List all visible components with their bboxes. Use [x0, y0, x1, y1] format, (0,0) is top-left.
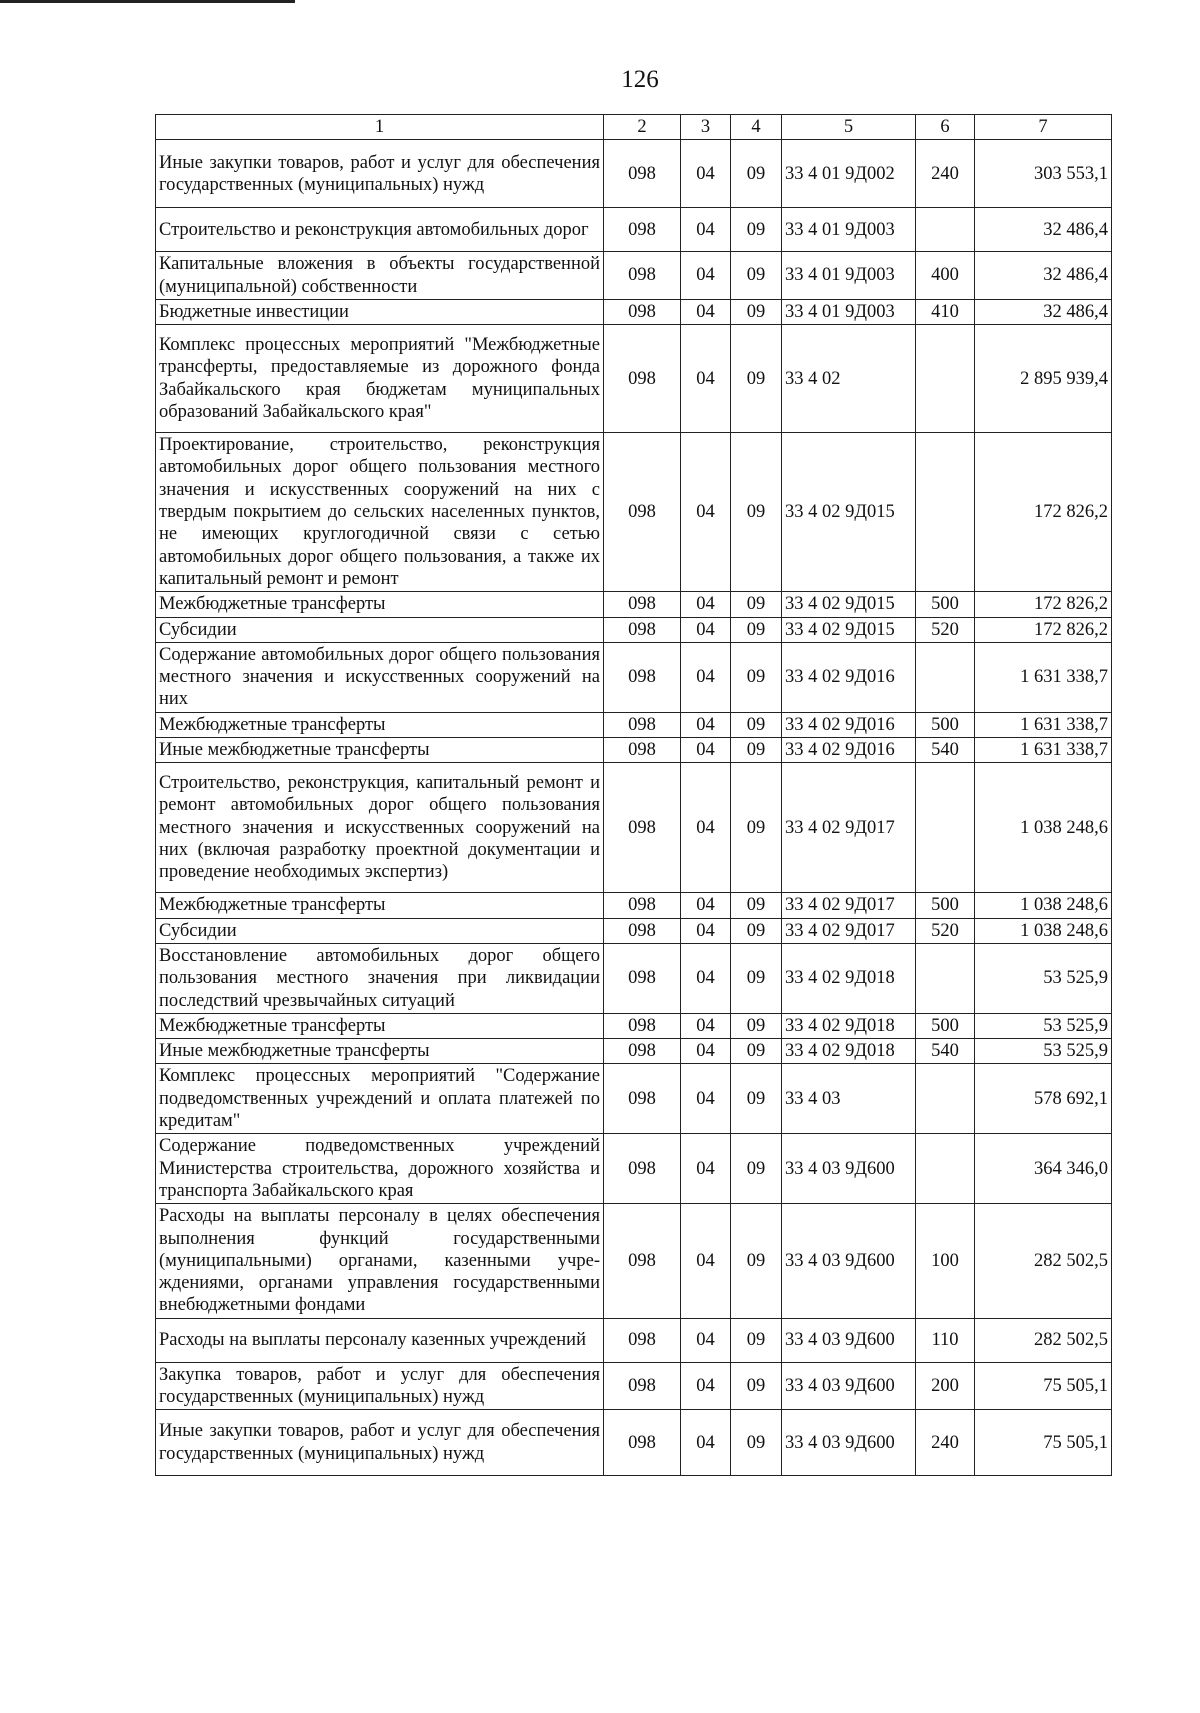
table-row — [156, 208, 1112, 252]
row-code-2-cell: 098 — [604, 140, 681, 208]
table-row — [156, 617, 1112, 642]
budget-table — [155, 114, 1112, 1476]
row-name-cell: Расходы на выплаты персоналу в целях обеспечения выполнения функций государственными (муниципальными) органами, казенными учреждениями, органами управления государственными внебюджетными фондами — [156, 1204, 604, 1318]
row-code-2-cell: 098 — [604, 1410, 681, 1476]
table-row — [156, 1039, 1112, 1064]
row-amount-cell: 1 631 338,7 — [975, 712, 1112, 737]
row-code-3-cell: 04 — [681, 1204, 731, 1318]
row-code-3-cell: 04 — [681, 252, 731, 300]
row-code-3-cell: 04 — [681, 943, 731, 1013]
row-code-4-cell: 09 — [731, 1318, 782, 1362]
row-code-5-cell: 33 4 03 9Д600 — [782, 1318, 916, 1362]
row-amount-cell: 1 631 338,7 — [975, 642, 1112, 712]
row-code-5-cell: 33 4 02 9Д016 — [782, 642, 916, 712]
row-amount-cell: 75 505,1 — [975, 1410, 1112, 1476]
row-code-2-cell: 098 — [604, 712, 681, 737]
row-code-5-cell: 33 4 02 — [782, 325, 916, 433]
row-name-cell: Восстановление автомобильных дорог общего пользования местного значения при ликвидации последствий чрезвычайных ситуаций — [156, 943, 604, 1013]
row-code-5-cell: 33 4 03 — [782, 1064, 916, 1134]
row-code-6-cell: 200 — [916, 1362, 975, 1410]
row-code-5-cell: 33 4 02 9Д015 — [782, 617, 916, 642]
row-name-cell: Капитальные вложения в объекты государственной (муниципальной) собственности — [156, 252, 604, 300]
table-row — [156, 325, 1112, 433]
table-row — [156, 1064, 1112, 1134]
row-code-3-cell: 04 — [681, 617, 731, 642]
row-code-6-cell — [916, 943, 975, 1013]
table-row — [156, 642, 1112, 712]
row-code-5-cell: 33 4 03 9Д600 — [782, 1134, 916, 1204]
row-code-3-cell: 04 — [681, 140, 731, 208]
row-code-4-cell: 09 — [731, 918, 782, 943]
row-code-4-cell: 09 — [731, 1134, 782, 1204]
row-name-cell: Межбюджетные трансферты — [156, 592, 604, 617]
row-code-6-cell: 520 — [916, 617, 975, 642]
row-code-3-cell: 04 — [681, 738, 731, 763]
row-code-4-cell: 09 — [731, 325, 782, 433]
table-row — [156, 1013, 1112, 1038]
row-code-5-cell: 33 4 02 9Д017 — [782, 763, 916, 893]
row-code-5-cell: 33 4 03 9Д600 — [782, 1410, 916, 1476]
row-code-4-cell: 09 — [731, 252, 782, 300]
row-code-4-cell: 09 — [731, 738, 782, 763]
row-amount-cell: 282 502,5 — [975, 1204, 1112, 1318]
row-code-4-cell: 09 — [731, 1064, 782, 1134]
row-code-2-cell: 098 — [604, 642, 681, 712]
row-name-cell: Закупка товаров, работ и услуг для обеспечения государственных (муниципальных) нужд — [156, 1362, 604, 1410]
row-code-3-cell: 04 — [681, 1318, 731, 1362]
top-rule — [0, 0, 295, 3]
row-code-3-cell: 04 — [681, 325, 731, 433]
row-code-6-cell: 400 — [916, 252, 975, 300]
row-code-5-cell: 33 4 03 9Д600 — [782, 1204, 916, 1318]
row-code-2-cell: 098 — [604, 252, 681, 300]
row-code-5-cell: 33 4 01 9Д002 — [782, 140, 916, 208]
row-code-4-cell: 09 — [731, 1013, 782, 1038]
row-code-6-cell: 540 — [916, 1039, 975, 1064]
table-row — [156, 252, 1112, 300]
row-code-2-cell: 098 — [604, 1013, 681, 1038]
row-name-cell: Проектирование, строительство, реконструкция автомобильных дорог общего пользования местного значения и искусственных сооружений на них с твердым покрытием до сельских населенных пунктов, не имеющих круглогодичной связи с сетью автомобильных дорог общего пользования, а также их капитальный ремонт и ремонт — [156, 433, 604, 592]
table-row — [156, 763, 1112, 893]
row-code-4-cell: 09 — [731, 943, 782, 1013]
row-amount-cell: 32 486,4 — [975, 252, 1112, 300]
row-name-cell: Межбюджетные трансферты — [156, 1013, 604, 1038]
row-code-3-cell: 04 — [681, 208, 731, 252]
row-code-3-cell: 04 — [681, 1039, 731, 1064]
table-row — [156, 918, 1112, 943]
row-amount-cell: 2 895 939,4 — [975, 325, 1112, 433]
row-code-2-cell: 098 — [604, 208, 681, 252]
row-name-cell: Бюджетные инвестиции — [156, 299, 604, 324]
row-amount-cell: 53 525,9 — [975, 1013, 1112, 1038]
row-code-6-cell: 540 — [916, 738, 975, 763]
header-cell: 2 — [604, 115, 681, 140]
row-amount-cell: 32 486,4 — [975, 299, 1112, 324]
row-code-6-cell — [916, 642, 975, 712]
row-amount-cell: 172 826,2 — [975, 592, 1112, 617]
row-code-2-cell: 098 — [604, 1134, 681, 1204]
row-code-2-cell: 098 — [604, 299, 681, 324]
row-code-6-cell — [916, 325, 975, 433]
row-amount-cell: 32 486,4 — [975, 208, 1112, 252]
row-name-cell: Иные закупки товаров, работ и услуг для обеспечения государственных (муниципальных) нужд — [156, 140, 604, 208]
row-code-5-cell: 33 4 02 9Д018 — [782, 1039, 916, 1064]
table-row — [156, 1318, 1112, 1362]
row-name-cell: Иные закупки товаров, работ и услуг для обеспечения государственных (муниципальных) нужд — [156, 1410, 604, 1476]
row-code-4-cell: 09 — [731, 140, 782, 208]
row-code-6-cell: 520 — [916, 918, 975, 943]
row-code-2-cell: 098 — [604, 325, 681, 433]
row-code-3-cell: 04 — [681, 1362, 731, 1410]
row-amount-cell: 1 038 248,6 — [975, 763, 1112, 893]
row-name-cell: Комплекс процессных мероприятий "Содержание подведомственных учреждений и оплата платежей по кредитам" — [156, 1064, 604, 1134]
row-code-6-cell: 110 — [916, 1318, 975, 1362]
header-cell: 7 — [975, 115, 1112, 140]
row-code-2-cell: 098 — [604, 1318, 681, 1362]
row-code-3-cell: 04 — [681, 1013, 731, 1038]
row-code-3-cell: 04 — [681, 918, 731, 943]
row-code-5-cell: 33 4 02 9Д018 — [782, 943, 916, 1013]
row-code-3-cell: 04 — [681, 433, 731, 592]
row-code-2-cell: 098 — [604, 1064, 681, 1134]
row-amount-cell: 172 826,2 — [975, 617, 1112, 642]
row-code-2-cell: 098 — [604, 592, 681, 617]
row-amount-cell: 303 553,1 — [975, 140, 1112, 208]
row-code-2-cell: 098 — [604, 738, 681, 763]
row-code-3-cell: 04 — [681, 642, 731, 712]
row-code-6-cell — [916, 1134, 975, 1204]
row-code-3-cell: 04 — [681, 299, 731, 324]
row-code-5-cell: 33 4 02 9Д015 — [782, 433, 916, 592]
row-name-cell: Межбюджетные трансферты — [156, 893, 604, 918]
row-amount-cell: 1 038 248,6 — [975, 893, 1112, 918]
header-cell: 1 — [156, 115, 604, 140]
row-code-6-cell: 410 — [916, 299, 975, 324]
row-code-5-cell: 33 4 01 9Д003 — [782, 299, 916, 324]
row-code-2-cell: 098 — [604, 433, 681, 592]
row-amount-cell: 172 826,2 — [975, 433, 1112, 592]
row-code-5-cell: 33 4 02 9Д016 — [782, 712, 916, 737]
row-code-2-cell: 098 — [604, 918, 681, 943]
row-code-5-cell: 33 4 02 9Д015 — [782, 592, 916, 617]
table-row — [156, 1410, 1112, 1476]
table-row — [156, 943, 1112, 1013]
row-name-cell: Иные межбюджетные трансферты — [156, 1039, 604, 1064]
row-code-3-cell: 04 — [681, 893, 731, 918]
row-code-4-cell: 09 — [731, 433, 782, 592]
header-cell: 3 — [681, 115, 731, 140]
header-cell: 5 — [782, 115, 916, 140]
table-row — [156, 893, 1112, 918]
row-code-6-cell: 500 — [916, 893, 975, 918]
table-header-row — [156, 115, 1112, 140]
row-name-cell: Содержание автомобильных дорог общего пользования местного значения и искусственных сооружений на них — [156, 642, 604, 712]
table-row — [156, 592, 1112, 617]
row-code-2-cell: 098 — [604, 893, 681, 918]
header-cell: 4 — [731, 115, 782, 140]
row-code-6-cell: 500 — [916, 592, 975, 617]
row-code-6-cell — [916, 433, 975, 592]
row-code-2-cell: 098 — [604, 943, 681, 1013]
table-row — [156, 1134, 1112, 1204]
row-code-6-cell: 500 — [916, 1013, 975, 1038]
row-code-4-cell: 09 — [731, 1410, 782, 1476]
row-code-4-cell: 09 — [731, 617, 782, 642]
row-name-cell: Комплекс процессных мероприятий "Межбюджетные трансферты, предоставляемые из дорожного фонда Забайкальского края бюджетам муниципальных образований Забайкальского края" — [156, 325, 604, 433]
row-code-5-cell: 33 4 02 9Д018 — [782, 1013, 916, 1038]
row-code-5-cell: 33 4 01 9Д003 — [782, 208, 916, 252]
row-amount-cell: 1 038 248,6 — [975, 918, 1112, 943]
row-amount-cell: 364 346,0 — [975, 1134, 1112, 1204]
row-code-3-cell: 04 — [681, 1064, 731, 1134]
row-name-cell: Межбюджетные трансферты — [156, 712, 604, 737]
row-code-4-cell: 09 — [731, 893, 782, 918]
row-code-4-cell: 09 — [731, 299, 782, 324]
row-code-2-cell: 098 — [604, 763, 681, 893]
row-code-2-cell: 098 — [604, 617, 681, 642]
row-code-3-cell: 04 — [681, 592, 731, 617]
row-code-3-cell: 04 — [681, 763, 731, 893]
row-code-6-cell: 240 — [916, 140, 975, 208]
row-code-2-cell: 098 — [604, 1204, 681, 1318]
table-row — [156, 299, 1112, 324]
row-code-4-cell: 09 — [731, 712, 782, 737]
row-code-2-cell: 098 — [604, 1039, 681, 1064]
row-code-3-cell: 04 — [681, 1134, 731, 1204]
row-code-6-cell: 100 — [916, 1204, 975, 1318]
row-code-6-cell — [916, 1064, 975, 1134]
row-amount-cell: 75 505,1 — [975, 1362, 1112, 1410]
row-code-5-cell: 33 4 02 9Д017 — [782, 893, 916, 918]
page-number: 126 — [621, 66, 659, 93]
row-code-6-cell — [916, 208, 975, 252]
row-name-cell: Строительство и реконструкция автомобильных дорог — [156, 208, 604, 252]
row-code-5-cell: 33 4 03 9Д600 — [782, 1362, 916, 1410]
row-code-6-cell: 240 — [916, 1410, 975, 1476]
row-code-3-cell: 04 — [681, 712, 731, 737]
header-cell: 6 — [916, 115, 975, 140]
row-code-5-cell: 33 4 02 9Д017 — [782, 918, 916, 943]
row-code-4-cell: 09 — [731, 208, 782, 252]
row-name-cell: Субсидии — [156, 918, 604, 943]
row-code-4-cell: 09 — [731, 1039, 782, 1064]
table-row — [156, 712, 1112, 737]
row-code-3-cell: 04 — [681, 1410, 731, 1476]
row-amount-cell: 53 525,9 — [975, 1039, 1112, 1064]
row-amount-cell: 1 631 338,7 — [975, 738, 1112, 763]
row-code-5-cell: 33 4 02 9Д016 — [782, 738, 916, 763]
row-code-4-cell: 09 — [731, 642, 782, 712]
table-body — [156, 140, 1112, 1476]
row-name-cell: Иные межбюджетные трансферты — [156, 738, 604, 763]
table-row — [156, 1362, 1112, 1410]
row-name-cell: Содержание подведомственных учреждений Министерства строительства, дорожного хозяйства и транспорта Забайкальского края — [156, 1134, 604, 1204]
row-code-6-cell — [916, 763, 975, 893]
row-code-6-cell: 500 — [916, 712, 975, 737]
row-code-2-cell: 098 — [604, 1362, 681, 1410]
row-code-4-cell: 09 — [731, 1204, 782, 1318]
table-row — [156, 1204, 1112, 1318]
row-code-4-cell: 09 — [731, 1362, 782, 1410]
row-code-5-cell: 33 4 01 9Д003 — [782, 252, 916, 300]
table-row — [156, 738, 1112, 763]
row-code-4-cell: 09 — [731, 763, 782, 893]
row-code-4-cell: 09 — [731, 592, 782, 617]
row-amount-cell: 578 692,1 — [975, 1064, 1112, 1134]
table-row — [156, 433, 1112, 592]
row-name-cell: Субсидии — [156, 617, 604, 642]
row-name-cell: Расходы на выплаты персоналу казенных учреждений — [156, 1318, 604, 1362]
table-row — [156, 140, 1112, 208]
row-amount-cell: 282 502,5 — [975, 1318, 1112, 1362]
row-name-cell: Строительство, реконструкция, капитальный ремонт и ремонт автомобильных дорог общего пользования местного значения и искусственных сооружений на них (включая разработку проектной документации и проведение необходимых экспертиз) — [156, 763, 604, 893]
row-amount-cell: 53 525,9 — [975, 943, 1112, 1013]
